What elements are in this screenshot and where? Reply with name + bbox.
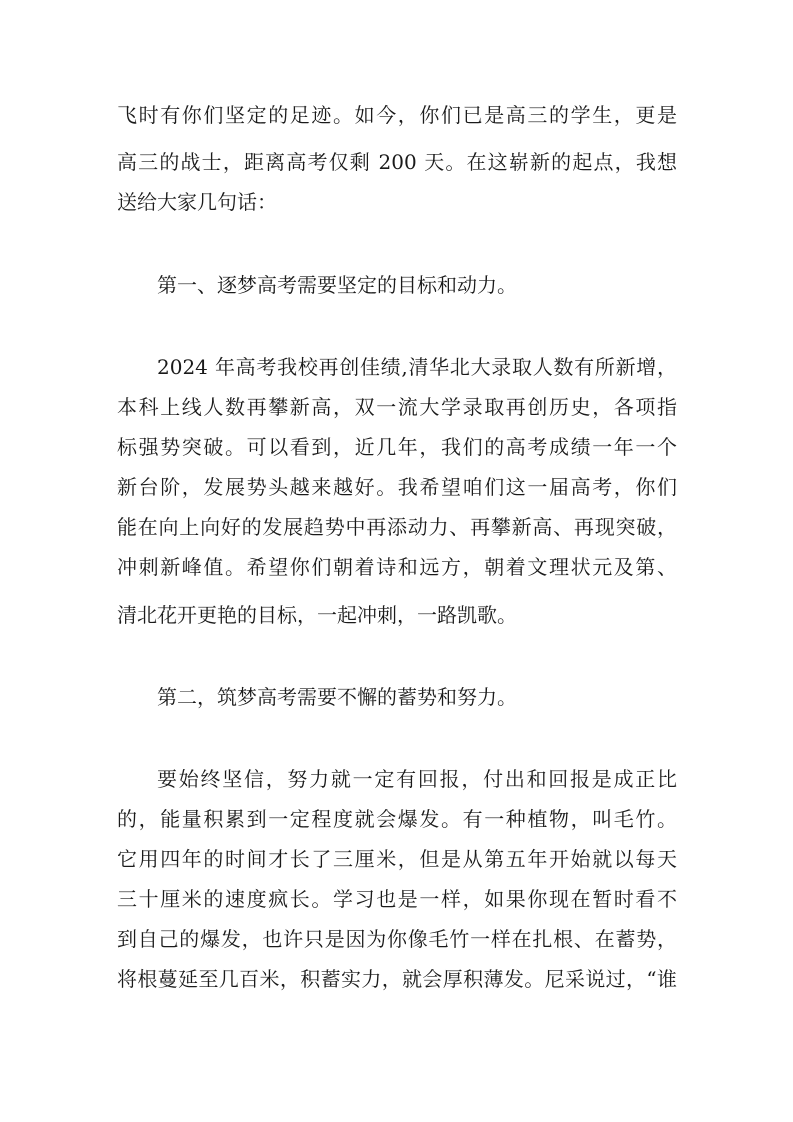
- paragraph-line: 能在向上向好的发展趋势中再添动力、再攀新高、再现突破，: [117, 515, 677, 539]
- paragraph-line: 清北花开更艳的目标，一起冲刺，一路凯歌。: [117, 603, 517, 627]
- paragraph-line: 到自己的爆发，也许只是因为你像毛竹一样在扎根、在蓄势，: [117, 927, 677, 951]
- section-heading-2: 第二，筑梦高考需要不懈的蓄势和努力。: [157, 685, 517, 709]
- paragraph-line: 飞时有你们坚定的足迹。如今，你们已是高三的学生，更是: [117, 103, 677, 127]
- paragraph-line: 高三的战士，距离高考仅剩 200 天。在这崭新的起点，我想: [117, 150, 677, 174]
- paragraph-line: 标强势突破。可以看到，近几年，我们的高考成绩一年一个: [117, 435, 677, 459]
- paragraph-line: 将根蔓延至几百米，积蓄实力，就会厚积薄发。尼采说过，“谁: [117, 967, 677, 991]
- paragraph-line: 冲刺新峰值。希望你们朝着诗和远方，朝着文理状元及第、: [117, 555, 677, 579]
- paragraph-line: 本科上线人数再攀新高，双一流大学录取再创历史，各项指: [117, 395, 677, 419]
- section-heading-1: 第一、逐梦高考需要坚定的目标和动力。: [157, 273, 517, 297]
- paragraph-line: 要始终坚信，努力就一定有回报，付出和回报是成正比: [157, 767, 677, 791]
- paragraph-line: 送给大家几句话：: [117, 190, 277, 214]
- paragraph-line: 的，能量积累到一定程度就会爆发。有一种植物，叫毛竹。: [117, 807, 677, 831]
- paragraph-line: 三十厘米的速度疯长。学习也是一样，如果你现在暂时看不: [117, 887, 677, 911]
- paragraph-line: 它用四年的时间才长了三厘米，但是从第五年开始就以每天: [117, 847, 677, 871]
- paragraph-line: 2024 年高考我校再创佳绩,清华北大录取人数有所新增，: [157, 355, 677, 379]
- paragraph-line: 新台阶，发展势头越来越好。我希望咱们这一届高考，你们: [117, 475, 677, 499]
